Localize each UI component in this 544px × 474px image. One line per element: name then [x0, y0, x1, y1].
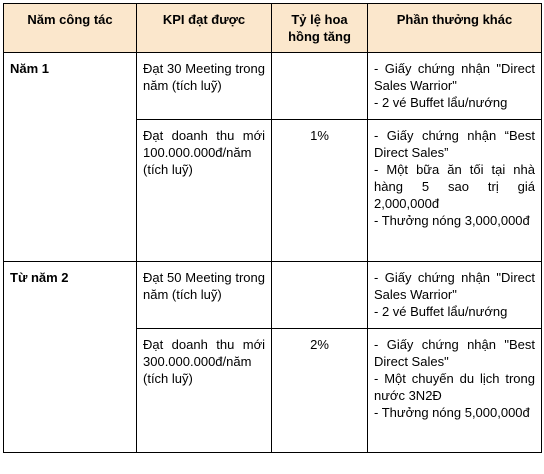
reward-item: - Giấy chứng nhận "Direct Sales Warrior" [374, 270, 535, 302]
kpi-reward-table [3, 3, 542, 453]
reward-cell [368, 53, 542, 120]
header-years-of-service: Năm công tác [4, 4, 137, 53]
kpi-cell: Đạt doanh thu mới 300.000.000đ/năm (tích luỹ) [137, 329, 272, 453]
reward-cell [368, 329, 542, 453]
reward-cell [368, 262, 542, 329]
rate-cell: 1% [272, 120, 368, 262]
reward-item: - Thưởng nóng 5,000,000đ [374, 405, 530, 420]
reward-item: - 2 vé Buffet lẩu/nướng [374, 95, 508, 110]
header-kpi-achieved: KPI đạt được [137, 4, 272, 53]
reward-item: - Giấy chứng nhận "Best Direct Sales" [374, 337, 535, 369]
year-cell: Từ năm 2 [4, 262, 137, 453]
reward-item: - Giấy chứng nhận "Direct Sales Warrior" [374, 61, 535, 93]
kpi-cell: Đạt 50 Meeting trong năm (tích luỹ) [137, 262, 272, 329]
kpi-cell: Đạt doanh thu mới 100.000.000đ/năm (tích luỹ) [137, 120, 272, 262]
header-commission-increase: Tỷ lệ hoa hồng tăng [272, 4, 368, 53]
reward-item: - Giấy chứng nhận “Best Direct Sales” [374, 128, 535, 160]
reward-item: - Thưởng nóng 3,000,000đ [374, 213, 530, 228]
table-body [4, 53, 542, 453]
rate-cell: 2% [272, 329, 368, 453]
table-row [4, 53, 542, 120]
reward-item: - Một bữa ăn tối tại nhà hàng 5 sao trị giá 2,000,000đ [374, 162, 535, 211]
table-row [4, 262, 542, 329]
header-row [4, 4, 542, 53]
reward-item: - 2 vé Buffet lẩu/nướng [374, 304, 508, 319]
year-cell: Năm 1 [4, 53, 137, 262]
kpi-cell: Đạt 30 Meeting trong năm (tích luỹ) [137, 53, 272, 120]
rate-cell [272, 53, 368, 120]
header-other-rewards: Phần thưởng khác [368, 4, 542, 53]
rate-cell [272, 262, 368, 329]
reward-item: - Một chuyến du lịch trong nước 3N2Đ [374, 371, 535, 403]
table-header [4, 4, 542, 53]
reward-cell [368, 120, 542, 262]
